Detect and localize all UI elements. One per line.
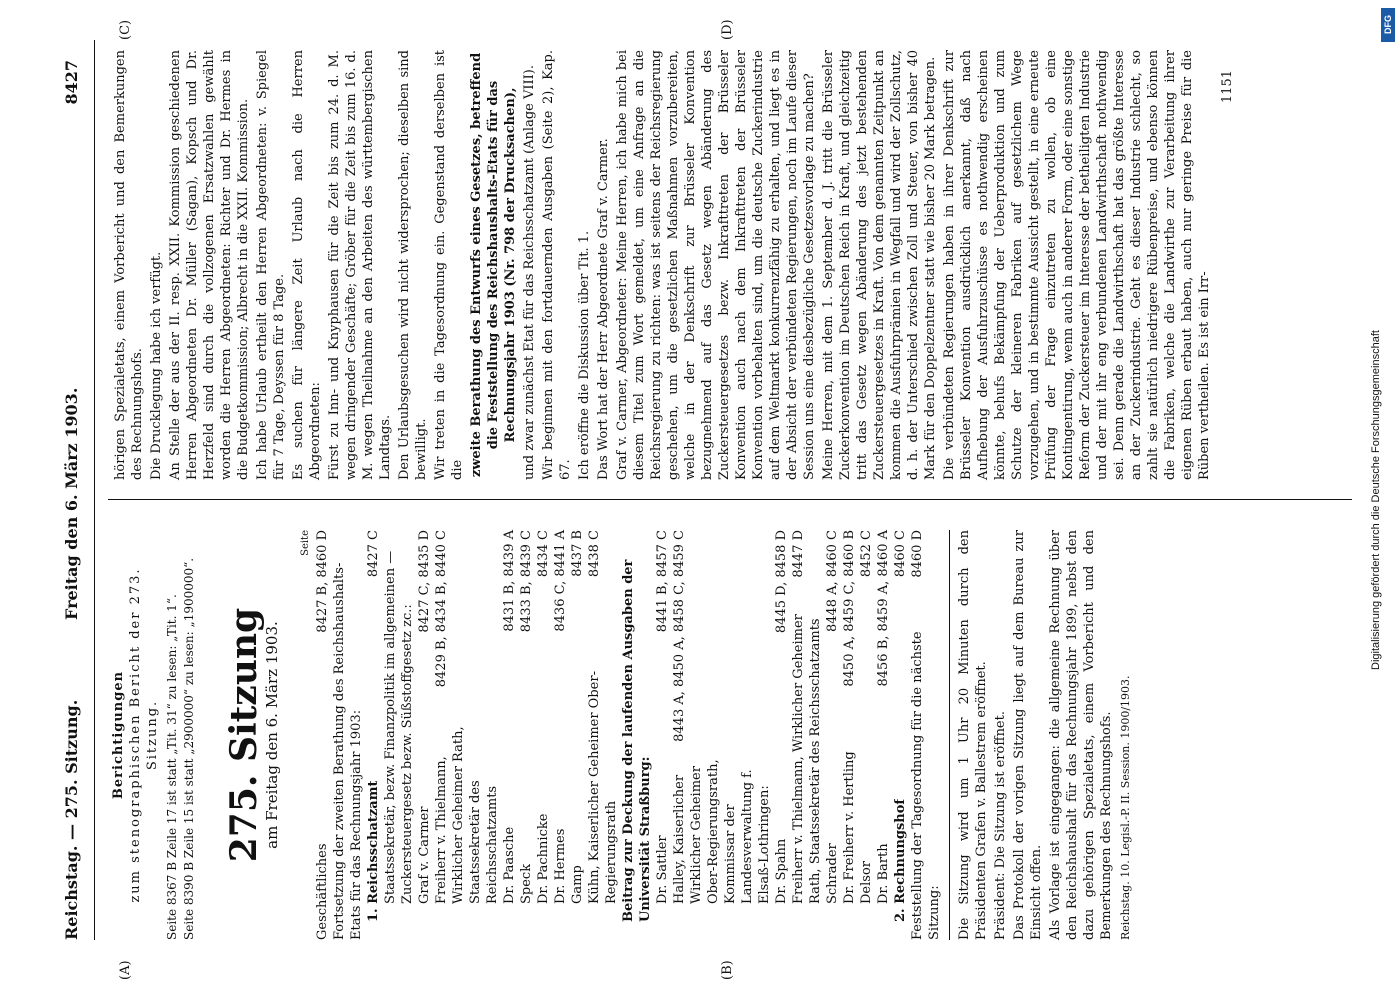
toc-page: 8434 C <box>536 530 551 578</box>
toc-label: Freiherr v. Thielmann, Wirklicher Geheimer Rath, Staatssekretär des Reichsschatzamts <box>434 726 500 904</box>
session-title: 275. Sitzung <box>223 607 265 863</box>
toc-label: Delsor <box>859 861 874 904</box>
body-paragraph: Meine Herren, mit dem 1. September d. J. tritt die Brüsseler Zuckerkonvention im Deutschen Reich in Kraft, und gleichzeitig tritt das Gesetz wegen Abänderung des jetzt bestehenden Zuckersteuergesetzes in Kraft. Von dem genannten Zeitpunkt an kommen die Ausfuhrprämien in Wegfall und wird der Zollschutz, d. h. der Unterschied zwischen Zoll und Steuer, von bisher 40 Mark für den Doppelzentner statt wie bisher 20 Mark betragen. <box>821 50 938 480</box>
toc-row <box>416 530 433 940</box>
toc-page: 8438 C <box>587 530 602 578</box>
toc-label: Speck <box>519 863 534 904</box>
corrections-list <box>164 530 198 940</box>
toc-page: 8427 C <box>366 530 381 578</box>
corrections-subtitle: zum stenographischen Bericht der 273. Sitzung. <box>128 567 160 903</box>
body-paragraph: Fürst zu Inn- und Knyphausen für die Zeit bis zum 24. d. M. wegen dringender Geschäfte; Gröber für die Zeit bis zum 16. d. M. wegen Theilnahme an den Arbeiten des württembergischen Landtags. <box>327 50 393 480</box>
toc-row <box>841 530 858 940</box>
body-paragraph: und zwar zunächst Etat für das Reichsschatzamt (Anlage VIII). <box>522 65 537 480</box>
toc-label: Dr. Freiherr v. Hertling <box>842 751 857 904</box>
toc-page: 8448 A, 8460 C <box>825 530 840 633</box>
left-column <box>110 530 1136 940</box>
toc-row <box>875 530 892 940</box>
correction-line: Seite 8390 B Zeile 15 ist statt „2900000“ zu lesen: „1900000“. <box>182 557 196 940</box>
signature-line: Reichstag. 10. Legisl.-P. II. Session. 1900/1903. <box>1119 675 1132 940</box>
toc-label: Graf v. Carmer <box>417 806 432 904</box>
toc-page: 8460 D <box>910 530 925 578</box>
toc-label: Dr. Hermes <box>553 828 568 904</box>
toc-page: 8450 A, 8459 C, 8460 B <box>842 530 857 687</box>
toc-label: Fortsetzung der zweiten Berathung des Reichshaushalts-Etats für das Rechnungsjahr 1903: <box>332 562 364 940</box>
toc-label: Freiherr v. Thielmann, Wirklicher Geheimer Rath, Staatssekretär des Reichsschatzamts <box>791 614 823 904</box>
dfg-logo-icon: DFG <box>1381 8 1395 42</box>
body-paragraph: hörigen Spezialetats, einem Vorbericht und den Bemerkungen des Rechnungshofs. <box>113 50 145 480</box>
toc-page: 8447 D <box>791 530 806 578</box>
footer-number: 1151 <box>1220 70 1235 104</box>
margin-mark-c: (C) <box>118 19 133 40</box>
body-paragraph: Graf v. Carmer, Abgeordneter: Meine Herren, ich habe mich bei diesem Titel zum Wort gemeldet, um eine Anfrage an die Reichsregierung zu richten: was ist seitens der Reichsregierung geschehen, um die gesetzlichen Maßnahmen vorzubereiten, welche in der Denkschrift zur Brüsseler Konvention bezugnehmend auf das Gesetz wegen Abänderung des Zuckersteuergesetzes bezw. Inkrafttreten der Brüsseler Konvention auch nach dem Inkrafttreten der Brüsseler Konvention vorbehalten sind, um die deutsche Zuckerindustrie auf dem Weltmarkt konkurrenzfähig zu erhalten, und liegt es in der Absicht der verbündeten Regierungen, noch im Laufe dieser Session uns eine diesbezügliche Gesetzesvorlage zu machen? <box>615 50 817 480</box>
header-rule <box>94 40 95 940</box>
corrections-title: Berichtigungen <box>111 670 126 800</box>
toc-label: Kühn, Kaiserlicher Geheimer Ober-Regierungsrath <box>587 671 619 904</box>
toc-label: Halley, Kaiserlicher Wirklicher Geheimer Ober-Regierungsrath, Kommissar der Landesverwaltung f. Elsaß-Lothringen: <box>672 759 772 904</box>
margin-mark-d: (D) <box>720 19 735 40</box>
body-paragraph: Die Drucklegung habe ich verfügt. <box>149 251 164 480</box>
toc-row <box>892 530 909 940</box>
body-paragraph: Den Urlaubsgesuchen wird nicht widersprochen; dieselben sind bewilligt. <box>397 50 429 480</box>
margin-mark-b: (B) <box>720 960 735 980</box>
toc-label: Gamp <box>570 865 585 904</box>
header-left: Reichstag. — 275. Sitzung. <box>62 699 81 940</box>
toc-page: 8443 A, 8450 A, 8458 C, 8459 C <box>672 530 687 742</box>
toc-row <box>501 530 518 940</box>
toc-row <box>620 530 654 940</box>
toc-row <box>909 530 943 940</box>
toc-row <box>586 530 620 940</box>
toc-page: 8433 B, 8439 C <box>519 530 534 633</box>
toc-page: 8427 B, 8460 D <box>315 530 330 633</box>
body-paragraph: Wir beginnen mit den fortdauernden Ausgaben (Seite 2), Kap. 67. <box>541 50 573 480</box>
toc-label: Staatssekretär, bezw. Finanzpolitik im allgemeinen — Zuckersteuergesetz bezw. Süßstoffgesetz zc.: <box>383 550 415 904</box>
toc-row <box>331 530 365 940</box>
toc-row <box>433 530 501 940</box>
toc-row <box>773 530 790 940</box>
toc-row <box>569 530 586 940</box>
right-column <box>110 50 1236 480</box>
toc-row <box>552 530 569 940</box>
table-of-contents <box>314 530 943 940</box>
toc-page: 8452 C <box>859 530 874 578</box>
dfg-credit-text: Digitalisierung gefördert durch die Deutsche Forschungsgemeinschaft <box>1370 330 1382 670</box>
right-paragraphs <box>112 50 1213 480</box>
body-paragraph: Wir treten in die Tagesordnung ein. Gegenstand derselben ist die <box>433 50 465 480</box>
opening-paragraph: Die Sitzung wird um 1 Uhr 20 Minuten durch den Präsidenten Grafen v. Ballestrem eröffnet. <box>957 530 989 940</box>
toc-label: 2. Rechnungshof <box>893 798 908 922</box>
correction-line: Seite 8367 B Zeile 17 ist statt „Tit. 31“ zu lesen: „Tit. 1“. <box>165 594 179 940</box>
header-center: Freitag den 6. März 1903. <box>62 387 81 620</box>
toc-row <box>314 530 331 940</box>
toc-row <box>824 530 841 940</box>
toc-page: 8429 B, 8434 B, 8440 C <box>434 530 449 688</box>
body-paragraph: Ich eröffne die Diskussion über Tit. 1. <box>577 230 592 480</box>
separator <box>949 530 950 940</box>
column-divider <box>108 499 1353 500</box>
president-paragraph: Präsident: Die Sitzung ist eröffnet. <box>993 711 1008 940</box>
toc-row <box>790 530 824 940</box>
page-number: 8427 <box>62 60 81 105</box>
session-date: am Freitag den 6. März 1903. <box>263 621 281 849</box>
toc-label: Geschäftliches <box>315 843 330 940</box>
toc-label: Dr. Spahn <box>774 838 789 904</box>
toc-page: 8431 B, 8439 A <box>502 530 517 632</box>
toc-row <box>535 530 552 940</box>
toc-page: 8445 D, 8458 D <box>774 530 789 634</box>
toc-row <box>671 530 773 940</box>
vorlage-paragraph: Als Vorlage ist eingegangen: die allgemeine Rechnung über den Reichshaushalt für das Rechnungsjahr 1899, nebst den dazu gehörigen Spezialetats, einem Vorbericht und den Bemerkungen des Rechnungshofs. <box>1048 530 1114 940</box>
toc-label: Feststellung der Tagesordnung für die nächste Sitzung: <box>910 631 942 940</box>
page-header <box>62 60 92 940</box>
body-paragraph: An Stelle der aus der II. resp. XXII. Kommission geschiedenen Herren Abgeordneten Dr. Müller (Sagan), Kopsch und Dr. Herzfeld sind durch die vollzogenen Ersatzwahlen gewählt worden die Herren Abgeordneten: Richter und Dr. Hermes in die Budgetkommission; Albrecht in die XXII. Kommission. <box>168 50 251 480</box>
protokoll-paragraph: Das Protokoll der vorigen Sitzung liegt auf dem Bureau zur Einsicht offen. <box>1012 530 1044 940</box>
body-paragraph: Es suchen für längere Zeit Urlaub nach die Herren Abgeordneten: <box>291 50 323 480</box>
toc-label: Dr. Barth <box>876 843 891 904</box>
toc-page: 8427 C, 8435 D <box>417 530 432 633</box>
toc-label: Schrader <box>825 843 840 904</box>
seite-label: Seite <box>300 530 311 556</box>
toc-page: 8436 C, 8441 A <box>553 530 568 632</box>
toc-label: Dr. Pachnicke <box>536 813 551 904</box>
toc-row <box>858 530 875 940</box>
body-paragraph: Das Wort hat der Herr Abgeordnete Graf v. Carmer. <box>596 138 611 480</box>
toc-page: 8441 B, 8457 C <box>655 530 670 633</box>
toc-row <box>365 530 382 940</box>
toc-page: 8437 B <box>570 530 585 577</box>
toc-label: 1. Reichsschatzamt <box>366 780 381 922</box>
body-paragraph: Ich habe Urlaub ertheilt den Herren Abgeordneten: v. Spiegel für 7 Tage, Deyssen für 8 Tage. <box>255 50 287 480</box>
toc-page: 8456 B, 8459 A, 8460 A <box>876 530 891 687</box>
margin-mark-a: (A) <box>118 960 133 980</box>
toc-label: Dr. Paasche <box>502 826 517 904</box>
toc-label: Dr. Sattler <box>655 835 670 904</box>
body-paragraph: Die verbündeten Regierungen haben in ihrer Denkschrift zur Brüsseler Konvention ausdrücklich anerkannt, daß nach Aufhebung der Ausfuhrzuschüsse es nothwendig erscheinen könnte, behufs Bekämpfung der Ueberproduktion und zum Schutze der kleineren Fabriken auf gesetzlichem Wege vorzugehen, und in bestimmte Aussicht gestellt, in eine erneute Prüfung der Frage einzutreten zu wollen, ob eine Kontingentirung, wenn auch in anderer Form, oder eine sonstige Reform der Zuckersteuer im Interesse der betheiligten Industrie und der mit ihr eng verbundenen Landwirthschaft nothwendig sei. Denn gerade die Landwirthschaft hat das größte Interesse an der Zuckerindustrie. Geht es dieser Industrie schlecht, so zahlt sie natürlich niedrigere Rübenpreise, und ebenso können die Fabriken, welche die Landwirthe zur Verarbeitung ihrer eigenen Rüben erbaut haben, auch nur geringe Preise für die Rüben vertheilen. Es ist ein Irr- <box>942 50 1212 480</box>
toc-row <box>382 530 416 940</box>
toc-page: 8460 C <box>893 530 908 578</box>
body-paragraph: zweite Berathung des Entwurfs eines Gesetzes, betreffend die Feststellung des Reichshaushalts-Etats für das Rechnungsjahr 1903 (Nr. 798 der Drucksachen), <box>469 52 518 478</box>
toc-row <box>518 530 535 940</box>
toc-label: Beitrag zur Deckung der laufenden Ausgaben der Universität Straßburg: <box>621 559 653 922</box>
toc-row <box>654 530 671 940</box>
